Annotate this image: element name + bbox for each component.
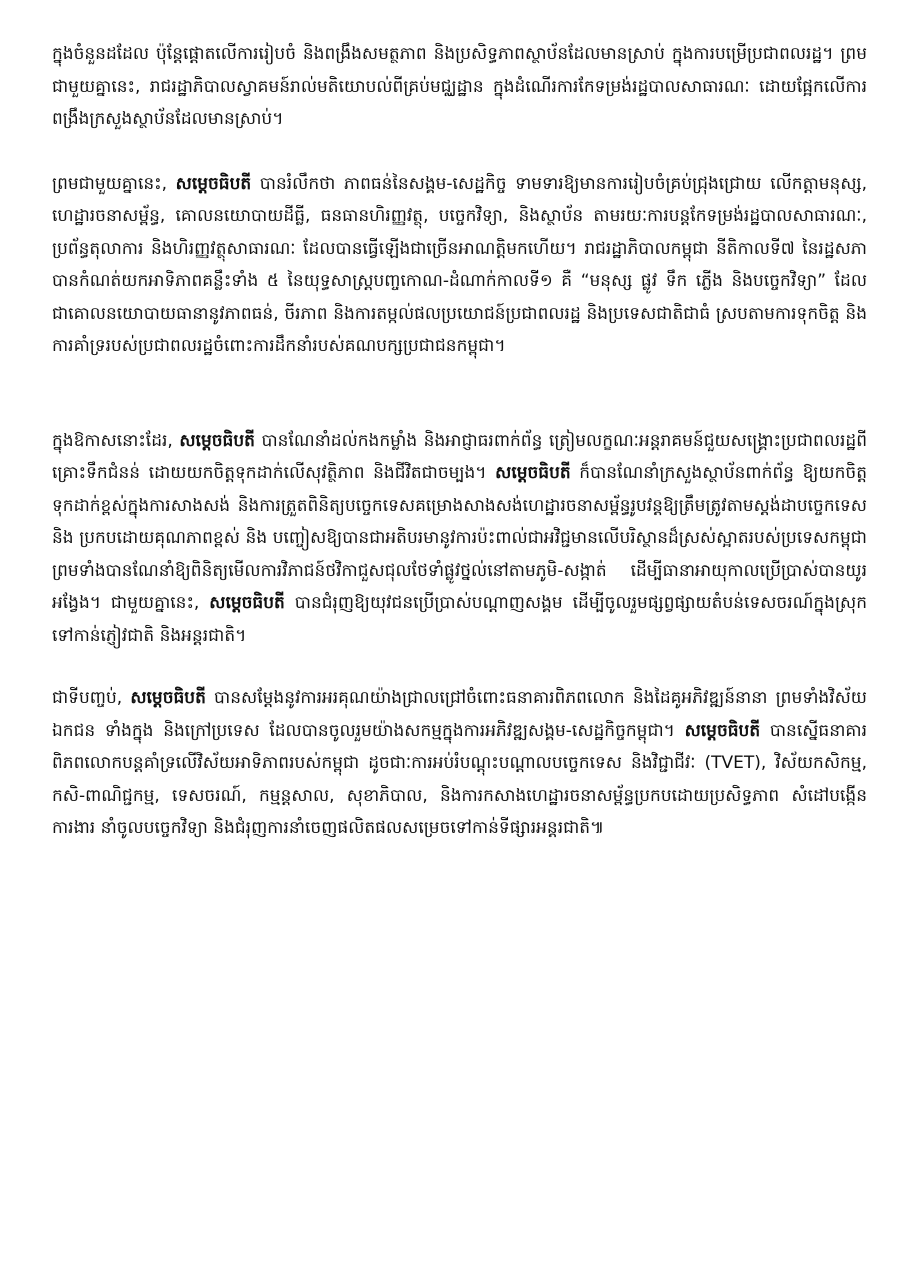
paragraph-2-body: បានរំលឹកថា ភាពធន់នៃសង្គម-សេដ្ឋកិច្ច ទាមទារឱ្យមានការរៀបចំគ្រប់ជ្រុងជ្រោយ លើកត្តាមនុស្ស, ហេដ្ឋារចនាសម្ព័ន្ធ, គោលនយោបាយដីធ្លី, ធនធានហិរញ្ញវត្ថុ, បច្ចេកវិទ្យា, និងស្ថាប័ន តាមរយៈការបន្តកែទម្រង់រដ្ឋបាលសាធារណៈ, ប្រព័ន្ធតុលាការ និងហិរញ្ញវត្ថុសាធារណៈ ដែលបានធ្វើឡើងជាច្រើនអាណត្តិមកហើយ។ រាជរដ្ឋាភិបាលកម្ពុជា នីតិកាលទី៧ នៃរដ្ឋសភា បានកំណត់យកអាទិភាពគន្លឹះទាំង ៥ នៃយុទ្ធសាស្ត្របញ្ចកោណ-ដំណាក់កាលទី១ គឺ “មនុស្ស ផ្លូវ ទឹក ភ្លើង និងបច្ចេកវិទ្យា” ដែលជាគោលនយោបាយធានានូវភាពធន់, ចីរភាព និងការតម្កល់ផលប្រយោជន៍ប្រជាពលរដ្ឋ និងប្រទេសជាតិជាធំ ស្របតាមការទុកចិត្ត និងការគាំទ្ររបស់ប្រជាពលរដ្ឋចំពោះការដឹកនាំរបស់គណបក្សប្រជាជនកម្ពុជា។ xyxy=(52,173,868,356)
paragraph-4 xyxy=(52,682,867,845)
paragraph-spacer xyxy=(52,136,867,168)
paragraph-2 xyxy=(52,168,867,363)
paragraph-spacer xyxy=(52,652,867,682)
paragraph-3 xyxy=(52,425,867,653)
paragraph-3-lead: ក្នុងឱកាសនោះដែរ, xyxy=(52,430,180,451)
bold-title-samdech: សម្តេចធិបតី xyxy=(179,430,255,451)
document-page xyxy=(52,38,867,845)
bold-title-samdech: សម្តេចធិបតី xyxy=(175,173,252,194)
paragraph-1 xyxy=(52,38,867,136)
paragraph-3-body-b: ក៏បានណែនាំក្រសួងស្ថាប័នពាក់ព័ន្ធ ឱ្យយកចិត្តទុកដាក់ខ្ពស់ក្នុងការសាងសង់ និងការត្រួតពិនិត្យបច្ចេកទេសគម្រោងសាងសង់ហេដ្ឋារចនាសម្ព័ន្ធរូបវន្តឱ្យត្រឹមត្រូវតាមស្តង់ដាបច្ចេកទេស និង ប្រកបដោយគុណភាពខ្ពស់ និង បញ្ចៀសឱ្យបានជាអតិបរមានូវការប៉ះពាល់ជាអវិជ្ជមានលើបរិស្ថានដ៏ស្រស់ស្អាតរបស់ប្រទេសកម្ពុជា ព្រមទាំងបានណែនាំឱ្យពិនិត្យមើលការវិភាជន៍ថវិកាជួសជុលថែទាំផ្លូវថ្នល់នៅតាមភូមិ-សង្កាត់ ដើម្បីធានាអាយុកាលប្រើប្រាស់បានយូរអង្វែង។ ជាមួយគ្នានេះ, xyxy=(52,463,867,613)
paragraph-1-text: ក្នុងចំនួនដដែល ប៉ុន្តែផ្តោតលើការរៀបចំ និងពង្រឹងសមត្ថភាព និងប្រសិទ្ធភាពស្ថាប័នដែលមានស្រាប់ ក្នុងការបម្រើប្រជាពលរដ្ឋ។ ព្រមជាមួយគ្នានេះ, រាជរដ្ឋាភិបាលស្វាគមន៍រាល់មតិយោបល់ពីគ្រប់មជ្ឈដ្ឋាន ក្នុងដំណើរការកែទម្រង់រដ្ឋបាលសាធារណៈ ដោយផ្អែកលើការពង្រឹងក្រសួងស្ថាប័នដែលមានស្រាប់។ xyxy=(52,44,867,129)
paragraph-3-body-a: បានណែនាំដល់កងកម្លាំង និងអាជ្ញាធរពាក់ព័ន្ធ ត្រៀមលក្ខណៈអន្តរាគមន៍ជួយសង្គ្រោះប្រជាពលរដ្ឋពីគ្រោះទឹកជំនន់ ដោយយកចិត្តទុកដាក់លើសុវត្ថិភាព និងជីវិតជាចម្បង។ xyxy=(52,430,867,483)
bold-title-samdech: សម្តេចធិបតី xyxy=(495,463,571,483)
bold-title-samdech: សម្តេចធិបតី xyxy=(209,593,285,613)
paragraph-spacer xyxy=(52,363,867,425)
bold-title-samdech: សម្តេចធិបតី xyxy=(684,720,761,741)
bold-title-samdech: សម្តេចធិបតី xyxy=(130,688,206,708)
paragraph-4-body-a: បានសម្តែងនូវការអរគុណយ៉ាងជ្រាលជ្រៅចំពោះធនាគារពិភពលោក និងដៃគូអភិវឌ្ឍន៍នានា ព្រមទាំងវិស័យឯកជន ទាំងក្នុង និងក្រៅប្រទេស ដែលបានចូលរួមយ៉ាងសកម្មក្នុងការអភិវឌ្ឍសង្គម-សេដ្ឋកិច្ចកម្ពុជា។ xyxy=(52,688,867,741)
paragraph-4-lead: ជាទីបញ្ចប់, xyxy=(52,688,131,708)
paragraph-2-lead: ព្រមជាមួយគ្នានេះ, xyxy=(52,173,176,194)
paragraph-4-body-b: បានស្នើធនាគារពិភពលោកបន្តគាំទ្រលើវិស័យអាទិភាពរបស់កម្ពុជា ដូចជាៈការអប់រំបណ្តុះបណ្តាលបច្ចេកទេស និងវិជ្ជាជីវៈ (TVET), វិស័យកសិកម្ម, កសិ-ពាណិជ្ជកម្ម, ទេសចរណ៍, កម្មន្តសាល, សុខាភិបាល, និងការកសាងហេដ្ឋារចនាសម្ព័ន្ធប្រកបដោយប្រសិទ្ធភាព សំដៅបង្កើនការងារ នាំចូលបច្ចេកវិទ្យា និងជំរុញការនាំចេញផលិតផលសម្រេចទៅកាន់ទីផ្សារអន្តរជាតិ៕ xyxy=(52,720,867,838)
paragraph-3-body-c: បានជំរុញឱ្យយុវជនប្រើប្រាស់បណ្តាញសង្គម ដើម្បីចូលរួមផ្សព្វផ្សាយតំបន់ទេសចរណ៍ក្នុងស្រុក ទៅកាន់ភ្ញៀវជាតិ និងអន្តរជាតិ។ xyxy=(52,593,867,646)
